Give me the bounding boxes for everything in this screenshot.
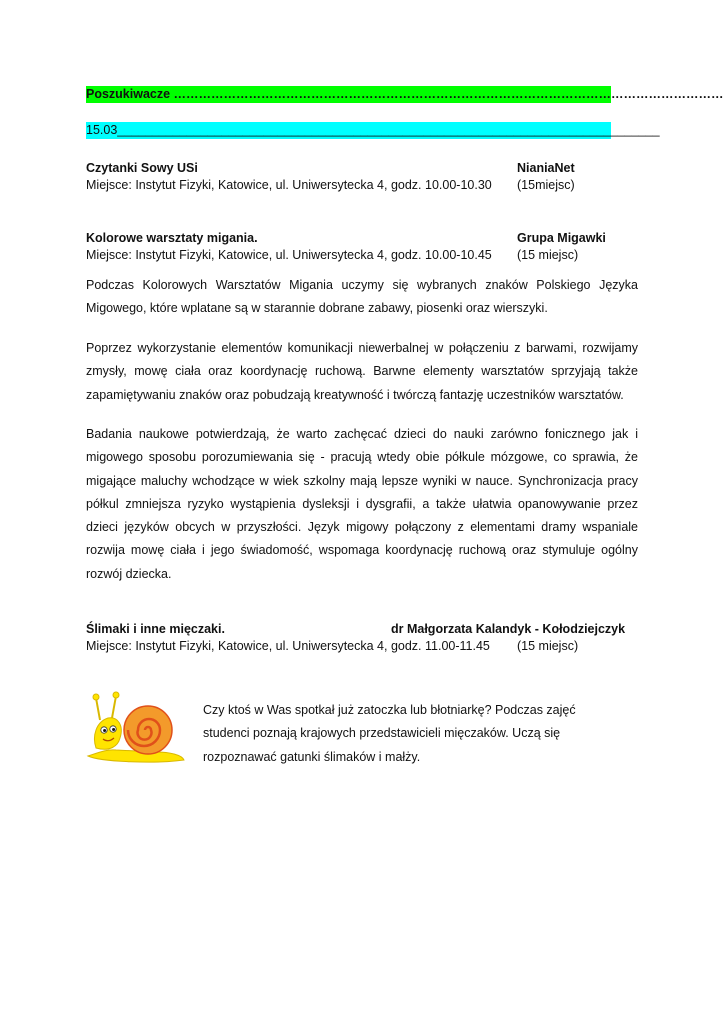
- event-location: Miejsce: Instytut Fizyki, Katowice, ul. Uniwersytecka 4, godz. 10.00-10.30: [86, 178, 492, 192]
- event-organizer: dr Małgorzata Kalandyk - Kołodziejczyk: [391, 622, 626, 636]
- event-title: Czytanki Sowy USi: [86, 161, 198, 175]
- event-1-location-row: [86, 177, 611, 193]
- event-3-paragraph: Czy ktoś w Was spotkał już zatoczka lub błotniarkę? Podczas zajęć studenci poznają krajowych przedstawicieli mięczaków. Uczą się rozpoznawać gatunki ślimaków i małży.: [203, 703, 576, 764]
- event-organizer: Grupa Migawki: [517, 231, 606, 245]
- event-2-paragraph: Poprzez wykorzystanie elementów komunikacji niewerbalnej w połączeniu z barwami, rozwijamy zmysły, mowę ciała oraz koordynację ruchową. Barwne elementy warsztatów sprzyjają także zapamiętywaniu znaków oraz pobudzają kreatywność i twórczą fantazję uczestników warsztatów.: [86, 341, 638, 402]
- event-seats: (15 miejsc): [517, 248, 579, 262]
- event-3-location-row: [86, 638, 611, 654]
- event-1-title-row: [86, 160, 611, 176]
- section-label: Poszukiwacze ……………………………………………………………………………………………………………………: [86, 87, 724, 101]
- event-seats: (15miejsc): [517, 178, 575, 192]
- event-3-title-row: [86, 621, 626, 637]
- event-location: Miejsce: Instytut Fizyki, Katowice, ul. Uniwersytecka 4, godz. 11.00-11.45: [86, 639, 490, 653]
- snail-icon: [86, 686, 186, 766]
- event-2-location-row: [86, 247, 611, 263]
- event-seats: (15 miejsc): [517, 639, 579, 653]
- event-title: Kolorowe warsztaty migania.: [86, 231, 258, 245]
- event-2-title-row: [86, 230, 611, 246]
- section-header-bar: [86, 86, 724, 103]
- date-label: 15.03______________________________________________________________________________: [86, 123, 660, 137]
- event-title: Ślimaki i inne mięczaki.: [86, 622, 225, 636]
- event-2-paragraph: Badania naukowe potwierdzają, że warto zachęcać dzieci do nauki zarówno fonicznego jak i migowego sposobu porozumiewania się - pracują wtedy obie półkule mózgowe, co sprawia, że migające maluchy wchodzące w wiek szkolny mają lepsze wyniki w nauce. Synchronizacja pracy półkul zmniejsza ryzyko wystąpienia dysleksji i dysgrafii, a także ułatwia opanowywanie przez dzieci języków obcych w przyszłości. Język migowy połączony z elementami dramy wspaniale rozwija mowę ciała i jego świadomość, wspomaga koordynację ruchową oraz stymuluje ogólny rozwój dziecka.: [86, 427, 638, 581]
- event-organizer: NianiaNet: [517, 161, 575, 175]
- event-2-paragraph: Podczas Kolorowych Warsztatów Migania uczymy się wybranych znaków Polskiego Języka Migowego, które wplatane są w starannie dobrane zabawy, piosenki oraz wierszyki.: [86, 278, 638, 316]
- event-location: Miejsce: Instytut Fizyki, Katowice, ul. Uniwersytecka 4, godz. 10.00-10.45: [86, 248, 492, 262]
- date-header-bar: [86, 122, 660, 139]
